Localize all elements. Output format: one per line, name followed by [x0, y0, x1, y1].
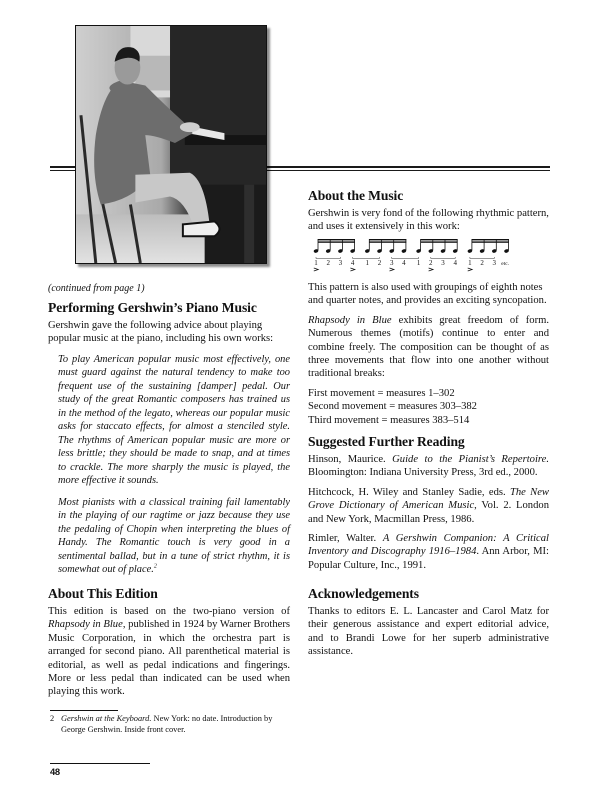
- entry-publisher: , Vol. 2. London and New York, Macmillan Press, 1986.: [308, 500, 549, 525]
- beam: [421, 239, 458, 240]
- footnote-number: 2: [50, 714, 55, 723]
- movement-item: First movement = measures 1–302: [308, 387, 455, 399]
- count-label: 1: [416, 259, 421, 267]
- music-section-cont: [308, 281, 549, 427]
- beam: [318, 239, 355, 240]
- movement-item: Third movement = measures 383–514: [308, 414, 470, 426]
- edition-section: [48, 586, 290, 699]
- continued-note: (continued from page 1): [48, 283, 145, 294]
- page-number: 48: [50, 766, 60, 777]
- entry-publisher: Bloomington: Indiana University Press, 3rd ed., 2000.: [308, 467, 538, 479]
- ack-heading: Acknowledgements: [308, 586, 419, 601]
- beam: [472, 239, 509, 240]
- beam: [318, 241, 355, 242]
- edition-work-title: Rhapsody in Blue: [48, 619, 123, 631]
- accent-mark: [429, 268, 433, 271]
- beam: [369, 239, 406, 240]
- count-label: 4: [453, 259, 457, 267]
- page-number-rule: [50, 763, 150, 764]
- beam: [472, 241, 509, 242]
- pattern-text: This pattern is also used with groupings of eighth notes and quarter notes, and provides an exciting syncopation.: [308, 282, 547, 307]
- count-label: 2: [326, 259, 330, 267]
- reading-entry: [308, 532, 549, 572]
- music-section: [308, 188, 549, 234]
- accent-mark: [314, 268, 318, 271]
- count-label: 1: [365, 259, 370, 267]
- count-label: 3: [441, 259, 445, 267]
- gershwin-quote-2: [48, 496, 290, 577]
- form-text: [308, 314, 549, 381]
- accent-mark: [390, 268, 394, 271]
- gershwin-quote-1: To play American popular music most effectively, one must guard against the natural tendency to make too frequent use of the sustaining [damper] pedal. Our study of the great Romantic composers has trained us in the method of the legato, whereas our popular music asks for staccato effects, for almost a stenciled style. The rhythms of American popular music are more or less brittle; they should be made to snap, and at times to crackle. The more sharply the music is played, the more effective it sounds.: [58, 353, 290, 487]
- count-label: 1: [314, 259, 318, 267]
- reading-section: [308, 434, 549, 572]
- movements-list: [308, 387, 549, 427]
- music-heading: About the Music: [308, 188, 404, 203]
- count-label: 3: [492, 259, 497, 267]
- reading-entry: [308, 486, 549, 526]
- form-text-body: exhibits great freedom of form. Numerous themes (motifs) continue to enter and combine freely. The composition can be thought of as three movements that flow into one another without traditional breaks:: [308, 314, 549, 380]
- beam: [421, 241, 458, 242]
- footnote-rule: [50, 710, 118, 711]
- rhythm-pattern: [312, 238, 512, 278]
- entry-title: A Gershwin Companion: A Critical Inventory and Discography 1916–1984: [308, 533, 549, 558]
- entry-author: Rimler, Walter.: [308, 533, 383, 545]
- music-intro: Gershwin is very fond of the following rhythmic pattern, and uses it extensively in this work:: [308, 208, 549, 233]
- performing-intro: Gershwin gave the following advice about playing popular music at the piano, including his own works:: [48, 320, 274, 345]
- reading-entry: [308, 453, 549, 480]
- form-work-title: Rhapsody in Blue: [308, 314, 392, 326]
- quote-2-text: Most pianists with a classical training fail lamentably in the playing of our ragtime or jazz because they use the pedaling of Chopin when interpreting the blues of Handy. The Romantic touch is very good in a sentimental ballad, but in a tune of strict rhythm, it is somewhat out of place.: [58, 496, 290, 576]
- entry-author: Hitchcock, H. Wiley and Stanley Sadie, eds.: [308, 486, 510, 498]
- ack-section: [308, 586, 549, 659]
- accent-mark: [350, 268, 354, 271]
- performing-section: [48, 300, 290, 577]
- edition-text: [48, 605, 290, 699]
- footnote: [50, 714, 290, 735]
- etc-label: etc.: [501, 261, 510, 267]
- performing-heading: Performing Gershwin’s Piano Music: [48, 300, 257, 315]
- count-label: 4: [350, 259, 355, 267]
- count-label: 1: [468, 259, 472, 267]
- entry-publisher: . Ann Arbor, MI: Popular Culture, Inc., 1991.: [308, 546, 549, 571]
- edition-heading: About This Edition: [48, 586, 158, 601]
- accent-mark: [468, 268, 472, 271]
- photo-illustration: [76, 26, 266, 263]
- count-label: 4: [402, 259, 406, 267]
- reading-heading: Suggested Further Reading: [308, 434, 465, 449]
- movement-item: Second movement = measures 303–382: [308, 401, 477, 413]
- footnote-text: New York: no date. Introduction by George Gershwin. Inside front cover.: [61, 714, 273, 734]
- beam: [369, 241, 406, 242]
- count-label: 3: [338, 259, 343, 267]
- footnote-body: [61, 714, 290, 735]
- entry-author: Hinson, Maurice.: [308, 454, 393, 465]
- count-label: 3: [389, 259, 394, 267]
- count-label: 2: [480, 259, 484, 267]
- entry-title: Guide to the Pianist’s Repertoire.: [392, 454, 549, 465]
- footnote-ref[interactable]: 2: [153, 563, 157, 570]
- gershwin-photo: [75, 25, 267, 264]
- ack-text: Thanks to editors E. L. Lancaster and Carol Matz for their generous assistance and expert editorial advice, and to Brandi Lowe for her superb administrative assistance.: [308, 606, 549, 658]
- count-label: 2: [429, 259, 433, 267]
- count-label: 2: [377, 259, 382, 267]
- edition-text-part: This edition is based on the two-piano version of: [48, 606, 290, 617]
- edition-text-part: , published in 1924 by Warner Brothers Music Corporation, in which the orchestra part is arranged for second piano. All parenthetical material is editorial, as well as pedal indications and fingerings. More or less pedal than indicated can be used when playing this work.: [48, 619, 290, 698]
- footnote-title: Gershwin at the Keyboard.: [61, 714, 152, 723]
- entry-title: The New Grove Dictionary of American Music: [308, 486, 549, 512]
